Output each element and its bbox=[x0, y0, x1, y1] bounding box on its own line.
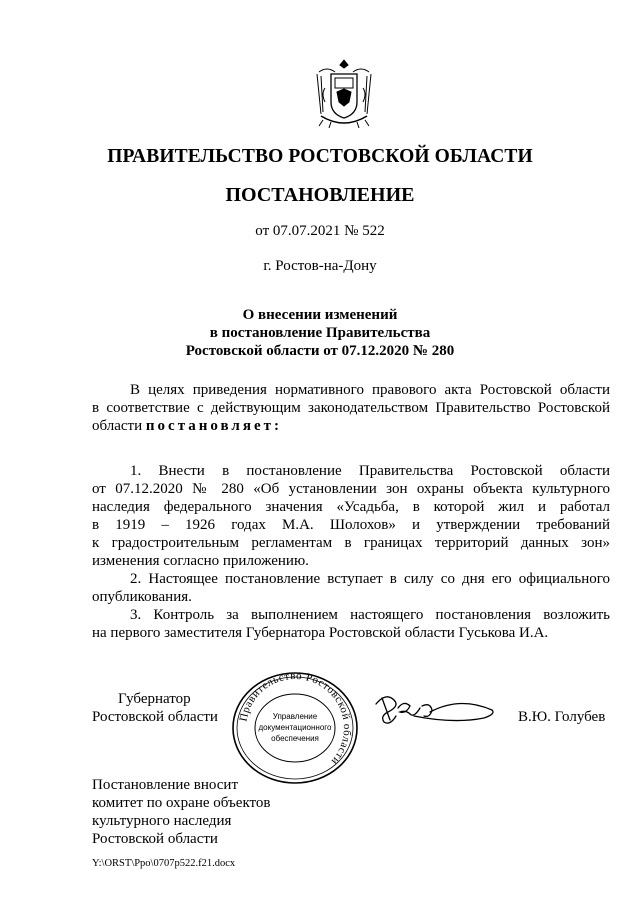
item-line: на первого заместителя Губернатора Ростовской области Гуськова И.А. bbox=[92, 625, 549, 641]
submitted-by-line: комитет по охране объектов bbox=[92, 795, 271, 811]
item-line: наследия федерального значения «Усадьба, в которой жил и работал bbox=[92, 499, 610, 515]
item-line: 3. Контроль за выполнением настоящего постановления возложить bbox=[130, 607, 610, 623]
organization-title: ПРАВИТЕЛЬСТВО РОСТОВСКОЙ ОБЛАСТИ bbox=[107, 146, 533, 167]
signatory-position-line2: Ростовской области bbox=[92, 709, 218, 725]
coat-of-arms-emblem bbox=[311, 58, 377, 130]
official-stamp bbox=[228, 668, 362, 788]
preamble-line bbox=[92, 417, 610, 435]
signatory-position-line1: Губернатор bbox=[118, 691, 191, 707]
item-line: изменения согласно приложению. bbox=[92, 553, 309, 569]
handwritten-signature bbox=[372, 690, 502, 726]
preamble-line: В целях приведения нормативного правового акта Ростовской области bbox=[130, 382, 610, 398]
submitted-by-line: Ростовской области bbox=[92, 831, 218, 847]
item-line: от 07.12.2020 № 280 «Об установлении зон охраны объекта культурного bbox=[92, 481, 610, 497]
preamble-line: в соответствие с действующим законодательством Правительство Ростовской bbox=[92, 400, 610, 416]
item-line: 2. Настоящее постановление вступает в силу со дня его официального bbox=[130, 571, 610, 587]
document-subject bbox=[0, 306, 640, 360]
signatory-name: В.Ю. Голубев bbox=[518, 709, 606, 725]
item-line: 1. Внести в постановление Правительства Ростовской области bbox=[130, 463, 610, 479]
submitted-by-line: культурного наследия bbox=[92, 813, 232, 829]
document-city: г. Ростов-на-Дону bbox=[263, 258, 377, 274]
submitted-by-line: Постановление вносит bbox=[92, 777, 239, 793]
subject-line: Ростовской области от 07.12.2020 № 280 bbox=[185, 343, 455, 359]
item-line: к градостроительным регламентам в границах территорий данных зон» bbox=[92, 535, 610, 551]
subject-line: в постановление Правительства bbox=[209, 325, 431, 341]
preamble-prefix: области bbox=[92, 418, 143, 434]
item-line: в 1919 – 1926 годах М.А. Шолохов» и утверждении требований bbox=[92, 517, 610, 533]
submitted-by bbox=[92, 776, 270, 848]
item-2-paragraph bbox=[92, 570, 610, 606]
item-1-paragraph bbox=[92, 462, 610, 570]
document-type: ПОСТАНОВЛЕНИЕ bbox=[225, 184, 415, 206]
stamp-inner-line: документационного bbox=[258, 723, 332, 732]
resolve-word: постановляет: bbox=[145, 418, 282, 434]
document-date-number: от 07.07.2021 № 522 bbox=[255, 223, 385, 239]
subject-line: О внесении изменений bbox=[242, 307, 398, 323]
file-path: Y:\ORST\Ppo\0707p522.f21.docx bbox=[92, 858, 236, 869]
stamp-ring-text: Правительство Ростовской области bbox=[237, 669, 354, 768]
preamble-paragraph bbox=[92, 381, 610, 435]
item-line: опубликования. bbox=[92, 589, 192, 605]
stamp-inner-line: Управление bbox=[272, 712, 318, 721]
item-3-paragraph bbox=[92, 606, 610, 642]
stamp-inner-line: обеспечения bbox=[271, 734, 319, 743]
